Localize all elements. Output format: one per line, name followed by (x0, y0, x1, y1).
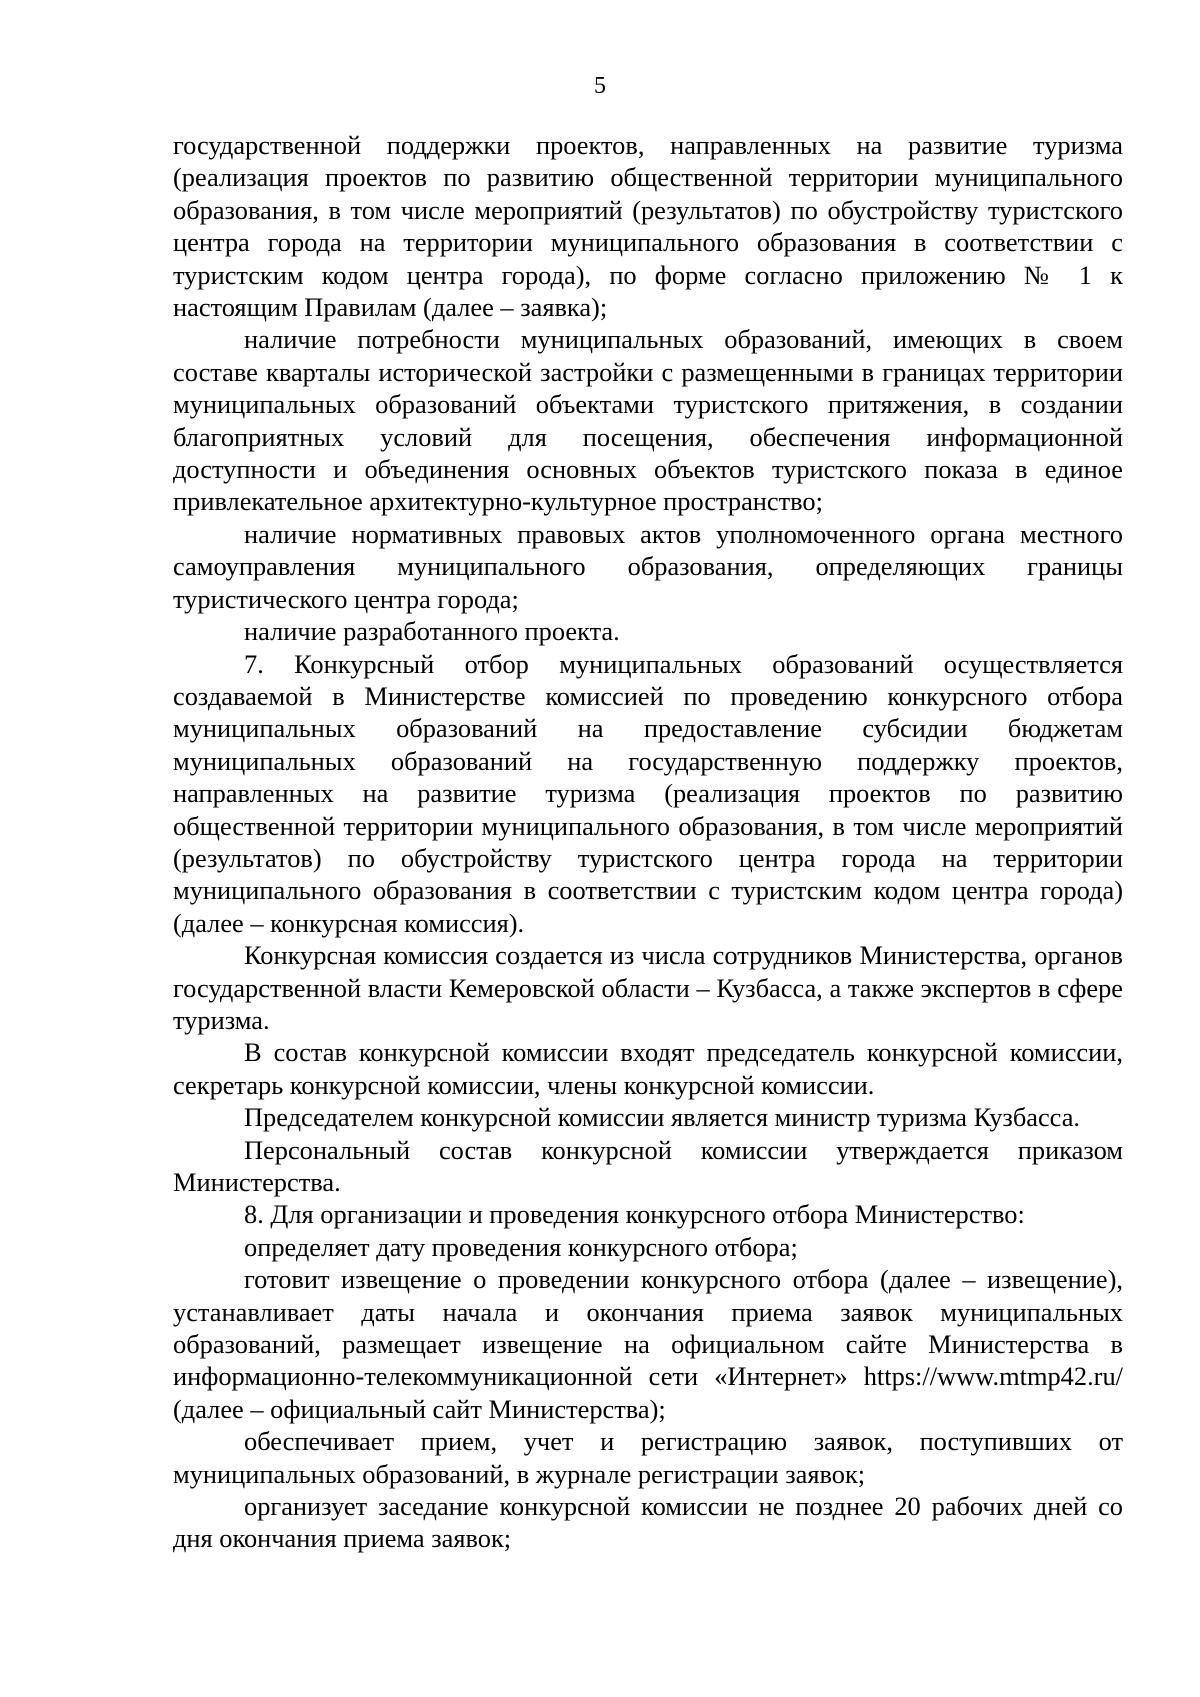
paragraph-organizes-meeting: организует заседание конкурсной комиссии не позднее 20 рабочих дней со дня окончания приема заявок; (173, 1491, 1123, 1554)
paragraph-commission-members: В состав конкурсной комиссии входят председатель конкурсной комиссии, секретарь конкурсной комиссии, члены конкурсной комиссии. (173, 1037, 1123, 1100)
paragraph-item-7: 7. Конкурсный отбор муниципальных образований осуществляется создаваемой в Министерстве комиссией по проведению конкурсного отбора муниципальных образований на предоставление субсидии бюджетам муниципальных образований на государственную поддержку проектов, направленных на развитие туризма (реализация проектов по развитию общественной территории муниципального образования, в том числе мероприятий (результатов) по обустройству туристского центра города на территории муниципального образования в соответствии с туристским кодом центра города) (далее – конкурсная комиссия). (173, 648, 1123, 938)
paragraph-continuation: государственной поддержки проектов, направленных на развитие туризма (реализация проектов по развитию общественной территории муниципального образования, в том числе мероприятий (результатов) по обустройству туристского центра города на территории муниципального образования в соответствии с туристским кодом центра города), по форме согласно приложению № 1 к настоящим Правилам (далее – заявка); (173, 130, 1123, 323)
paragraph-need-historic-quarters: наличие потребности муниципальных образований, имеющих в своем составе кварталы исторической застройки с размещенными в границах территории муниципальных образований объектами туристского притяжения, в создании благоприятных условий для посещения, обеспечения информационной доступности и объединения основных объектов туристского показа в единое привлекательное архитектурно-культурное пространство; (173, 324, 1123, 517)
paragraph-item-8: 8. Для организации и проведения конкурсного отбора Министерство: (244, 1199, 1025, 1230)
page-number: 5 (594, 73, 606, 99)
paragraph-determines-date: определяет дату проведения конкурсного отбора; (244, 1231, 798, 1262)
paragraph-commission-composition: Конкурсная комиссия создается из числа сотрудников Министерства, органов государственной власти Кемеровской области – Кузбасса, а также экспертов в сфере туризма. (173, 940, 1123, 1035)
paragraph-prepares-notice: готовит извещение о проведении конкурсного отбора (далее – извещение), устанавливает даты начала и окончания приема заявок муниципальных образований, размещает извещение на официальном сайте Министерства в информационно-телекоммуникационной сети «Интернет» https://www.mtmp42.ru/ (далее – официальный сайт Министерства); (173, 1264, 1123, 1424)
paragraph-registration: обеспечивает прием, учет и регистрацию заявок, поступивших от муниципальных образований, в журнале регистрации заявок; (173, 1426, 1123, 1489)
paragraph-commission-approval: Персональный состав конкурсной комиссии утверждается приказом Министерства. (173, 1134, 1123, 1197)
paragraph-developed-project: наличие разработанного проекта. (244, 616, 620, 647)
paragraph-normative-acts: наличие нормативных правовых актов уполномоченного органа местного самоуправления муниципального образования, определяющих границы туристического центра города; (173, 518, 1123, 614)
paragraph-commission-chairman: Председателем конкурсной комиссии является министр туризма Кузбасса. (244, 1102, 1081, 1133)
document-body (173, 129, 1123, 1555)
